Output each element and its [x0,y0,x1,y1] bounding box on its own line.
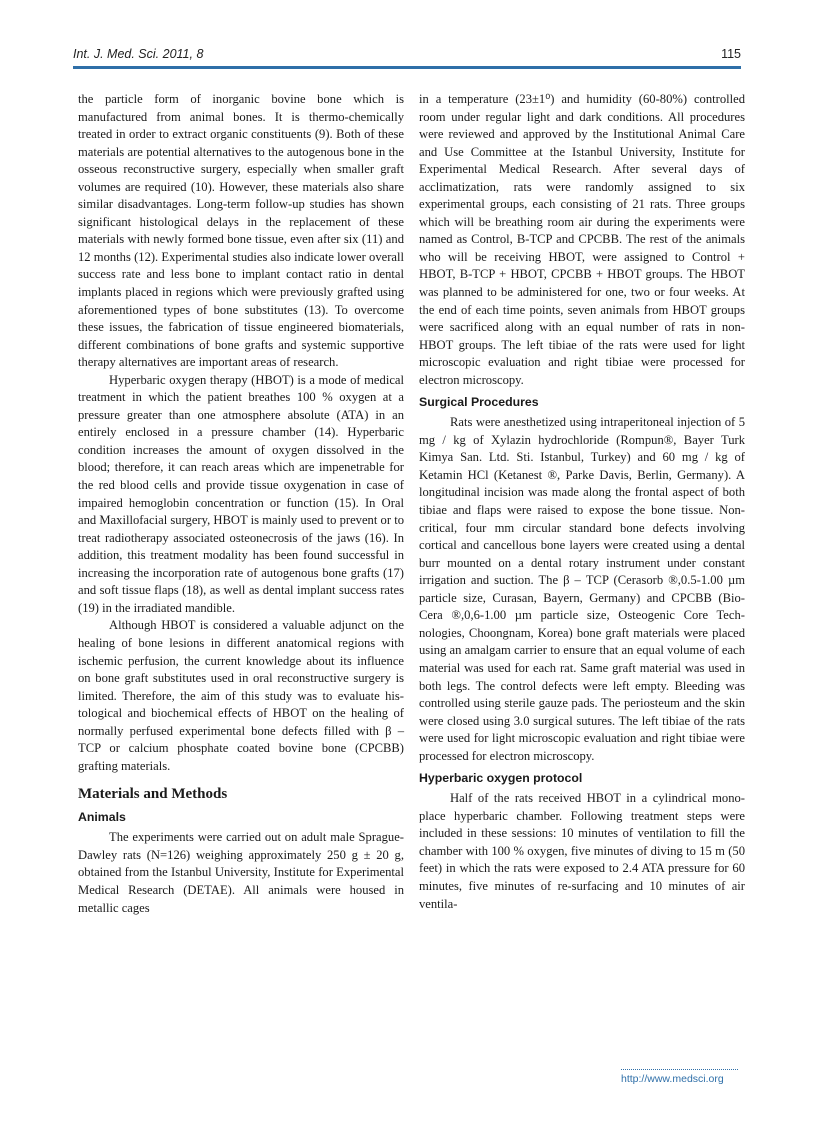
right-column [419,91,745,913]
animals-paragraph: The experiments were carried out on adult male Sprague-Dawley rats (N=126) weighing approximately 250 g ± 20 g, obtained from the Istanbul University, Institute for Experimental Medical Research (DETAE). All animals were housed in metallic cages [78,830,404,915]
surgical-paragraph: Rats were anesthetized using intraperitoneal injection of 5 mg / kg of Xylazin hydrochloride (Rompun®, Bayer Turk Kimya San. Ltd. Sti. Istanbul, Turkey) and 60 mg / kg of Ketamin HCl (Ketanest ®, Parke Davis, Berlin, Germany). A longitudinal incision was made along the frontal aspect of both tibiae and flaps were raised to expose the bone tissue. Non-critical, four mm circular standard bone defects involving cortical and cancellous bone layers were created using a dental burr mounted on a dental rotary instrument under constant irrigation and suction. The β – TCP (Cerasorb ®,0.5-1.00 µm particle size, Curasan, Bayern, Germany) and CPCBB (Bio-Cera ®,0,6-1.00 µm particle size, Osteogenic Core Technologies, Choongnam, Korea) bone graft materials were placed using an amalgam carrier to ensure that an equal volume of each material was used for each rat. Same graft material was used in both legs. The control defects were left empty. Bleeding was controlled using sterile gauze pads. The periosteum and the skin were closed using 3.0 surgical sutures. The left tibiae of the rats were used for light microscopic evaluation and right tibiae were processed for electron microscopy. [419,415,745,763]
intro-paragraph-3: Although HBOT is considered a valuable adjunct on the healing of bone lesions in different anatomical regions with ischemic perfusion, the current knowledge about its influence on bone graft substitutes used in oral reconstructive surgery is limited. Therefore, the aim of this study was to evaluate histological and biochemical effects of HBOT on the healing of normally perfused experimental bone defects filled with β – TCP or calcium phosphate coated bovine bone (CPCBB) grafting materials. [78,618,404,773]
running-header [73,45,741,65]
page-number: 115 [721,47,741,61]
intro-paragraph-2: Hyperbaric oxygen therapy (HBOT) is a mode of medical treatment in which the patient breathes 100 % oxygen at a pressure greater than one atmosphere absolute (ATA) in an entirely enclosed in a pressure chamber (14). Hyperbaric condition increases the amount of oxygen dissolved in the blood; therefore, it can reach areas which are impenetrable for the red blood cells and provide tissue oxygenation in case of impaired hemoglobin concentration or function (15). In Oral and Maxillofacial surgery, HBOT is mainly used to prevent or to treat radiotherapy associated osteonecrosis of the jaws (16). In addition, this treatment modality has been found successful in increasing the incorporation rate of autogenous bone grafts (17) and soft tissue flaps (18), as well as dental implant success rates (19) in the irradiated mandible. [78,372,404,615]
hbo-paragraph: Half of the rats received HBOT in a cylindrical mono-place hyperbaric chamber. Following treatment steps were included in these sessions: 10 minutes of ventilation to fill the chamber with 100 % oxygen, five minutes of diving to 15 m (50 feet) in which the rats were exposed to 2.4 ATA pressure for 60 minutes, five minutes of re-surfacing and 10 minutes of air ventila- [419,791,745,911]
subsection-heading-surgical-procedures: Surgical Procedures [419,395,539,410]
intro-paragraph-1: the particle form of inorganic bovine bone which is manufactured from animal bones. It is thermo-chemically treated in order to extract organic constituents (9). Both of these materials are potential alternatives to the autogenous bone in the osseous reconstructive surgery, especially when smaller graft volumes are required (10). However, these materials also share similar disadvantages. Long-term follow-up studies has shown significant histological delays in the replacement of these materials with newly formed bone tissue, even after six (11) and 12 months (12). Experimental studies also indicate lower overall success rate and less bone to implant contact ratio in dental implants placed in regions which were previously grafted using aforementioned types of bone substitutes (13). To overcome these issues, the fabrication of tissue engineered biomaterials, different combinations of bone grafts and systemic supportive therapy alternatives are important areas of research. [78,92,404,370]
header-divider [73,66,741,69]
section-heading-materials-methods: Materials and Methods [78,786,228,803]
animals-paragraph-continued: in a temperature (23±1⁰) and humidity (60-80%) controlled room under regular light and dark conditions. All procedures were reviewed and approved by the Institutional Animal Care and Use Committee at the Istanbul University, Institute for Experimental Medical Research. After several days of acclimatization, rats were randomly assigned to six experimental groups, each consisting of 21 rats. Three groups which will be breathing room air during the experiments were named as Control, B-TCP and CPCBB. The rest of the animals who will be receiving HBOT, were assigned to Control + HBOT, B-TCP + HBOT, CPCBB + HBOT groups. The HBOT was planned to be administered for one, two or four weeks. At the end of each time points, seven animals from HBOT groups were sacrificed along with an equal number of rats in non-HBOT groups. The left tibiae of the rats were used for light microscopic evaluation and right tibiae were processed for electron microscopy. [419,92,745,387]
journal-website-link[interactable]: http://www.medsci.org [621,1073,724,1085]
subsection-heading-animals: Animals [78,810,126,825]
left-column [78,91,404,917]
journal-citation: Int. J. Med. Sci. 2011, 8 [73,47,204,61]
footer-divider [621,1069,738,1071]
subsection-heading-hbo-protocol: Hyperbaric oxygen protocol [419,771,583,786]
